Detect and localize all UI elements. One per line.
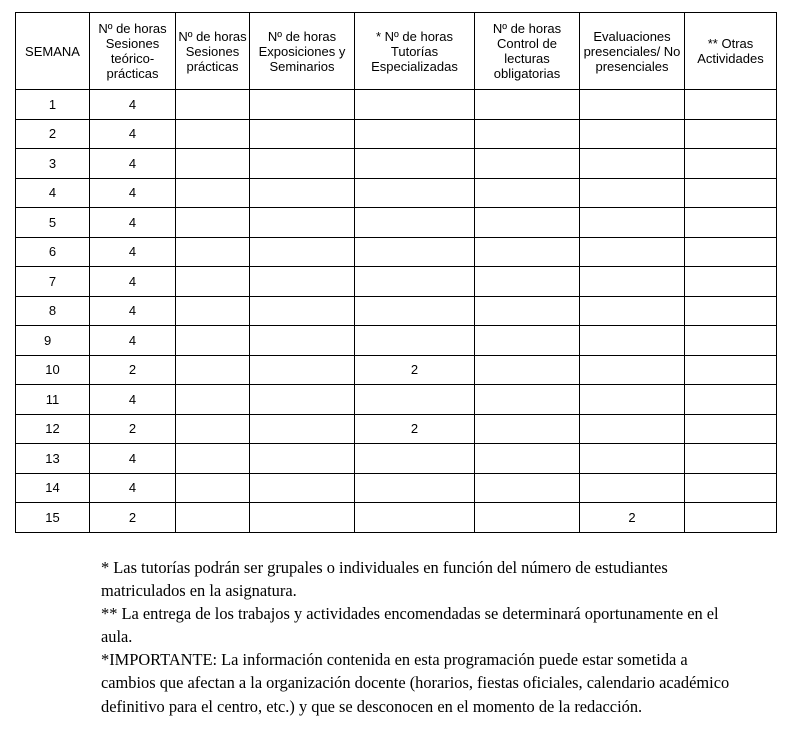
evaluation-cell	[580, 414, 685, 444]
reading-control-cell	[475, 414, 580, 444]
practice-cell	[176, 208, 250, 238]
evaluation-cell	[580, 473, 685, 503]
footnote-important: *IMPORTANTE: La información contenida en esta programación puede estar sometida a cambios que afectan a la organización docente (horarios, fiestas oficiales, calendario académico definitivo para el centro, etc.) y que se desconocen en el momento de la redacción.	[101, 650, 730, 716]
practice-cell	[176, 178, 250, 208]
week-cell: 10	[16, 355, 90, 385]
tutoring-cell	[355, 90, 475, 120]
header-week: SEMANA	[16, 13, 90, 90]
table-row	[16, 237, 777, 267]
seminar-cell	[250, 444, 355, 474]
week-cell: 4	[16, 178, 90, 208]
week-cell: 14	[16, 473, 90, 503]
tutoring-cell	[355, 208, 475, 238]
week-cell: 2	[16, 119, 90, 149]
header-tutoring-hours: * Nº de horas Tutorías Especializadas	[355, 13, 475, 90]
seminar-cell	[250, 119, 355, 149]
evaluation-cell	[580, 355, 685, 385]
other-cell	[685, 414, 777, 444]
table-row	[16, 503, 777, 533]
evaluation-cell	[580, 444, 685, 474]
seminar-cell	[250, 385, 355, 415]
header-other-activities: ** Otras Actividades	[685, 13, 777, 90]
reading-control-cell	[475, 355, 580, 385]
theory-practice-cell: 2	[90, 355, 176, 385]
reading-control-cell	[475, 296, 580, 326]
evaluation-cell	[580, 237, 685, 267]
practice-cell	[176, 355, 250, 385]
theory-practice-cell: 4	[90, 267, 176, 297]
evaluation-cell	[580, 267, 685, 297]
seminar-cell	[250, 208, 355, 238]
other-cell	[685, 208, 777, 238]
practice-cell	[176, 414, 250, 444]
theory-practice-cell: 4	[90, 296, 176, 326]
other-cell	[685, 326, 777, 356]
footnote-assignments: ** La entrega de los trabajos y actividades encomendadas se determinará oportunamente en el aula.	[101, 604, 719, 647]
theory-practice-cell: 4	[90, 326, 176, 356]
practice-cell	[176, 473, 250, 503]
tutoring-cell	[355, 149, 475, 179]
other-cell	[685, 296, 777, 326]
header-row	[16, 13, 777, 90]
week-cell: 15	[16, 503, 90, 533]
week-cell: 5	[16, 208, 90, 238]
table-row	[16, 473, 777, 503]
seminar-cell	[250, 414, 355, 444]
tutoring-cell	[355, 119, 475, 149]
week-cell: 6	[16, 237, 90, 267]
evaluation-cell	[580, 296, 685, 326]
reading-control-cell	[475, 90, 580, 120]
tutoring-cell	[355, 503, 475, 533]
evaluation-cell	[580, 149, 685, 179]
tutoring-cell	[355, 473, 475, 503]
theory-practice-cell: 4	[90, 178, 176, 208]
table-row	[16, 355, 777, 385]
seminar-cell	[250, 267, 355, 297]
other-cell	[685, 385, 777, 415]
practice-cell	[176, 267, 250, 297]
theory-practice-cell: 4	[90, 444, 176, 474]
practice-cell	[176, 503, 250, 533]
seminar-cell	[250, 149, 355, 179]
other-cell	[685, 473, 777, 503]
reading-control-cell	[475, 237, 580, 267]
tutoring-cell	[355, 178, 475, 208]
evaluation-cell	[580, 385, 685, 415]
practice-cell	[176, 385, 250, 415]
evaluation-cell	[580, 178, 685, 208]
table-row	[16, 178, 777, 208]
theory-practice-cell: 4	[90, 237, 176, 267]
practice-cell	[176, 444, 250, 474]
other-cell	[685, 355, 777, 385]
seminar-cell	[250, 326, 355, 356]
other-cell	[685, 178, 777, 208]
seminar-cell	[250, 296, 355, 326]
header-practice-hours: Nº de horas Sesiones prácticas	[176, 13, 250, 90]
table-row	[16, 385, 777, 415]
reading-control-cell	[475, 178, 580, 208]
theory-practice-cell: 4	[90, 385, 176, 415]
tutoring-cell	[355, 296, 475, 326]
practice-cell	[176, 90, 250, 120]
footnotes	[101, 556, 741, 718]
seminar-cell	[250, 237, 355, 267]
table-row	[16, 267, 777, 297]
week-cell: 3	[16, 149, 90, 179]
week-cell: 11	[16, 385, 90, 415]
reading-control-cell	[475, 503, 580, 533]
other-cell	[685, 444, 777, 474]
tutoring-cell	[355, 267, 475, 297]
table-row	[16, 326, 777, 356]
evaluation-cell	[580, 208, 685, 238]
week-cell: 8	[16, 296, 90, 326]
other-cell	[685, 119, 777, 149]
header-reading-control-hours: Nº de horas Control de lecturas obligatorias	[475, 13, 580, 90]
table-row	[16, 444, 777, 474]
header-seminar-hours: Nº de horas Exposiciones y Seminarios	[250, 13, 355, 90]
tutoring-cell	[355, 444, 475, 474]
reading-control-cell	[475, 119, 580, 149]
reading-control-cell	[475, 326, 580, 356]
seminar-cell	[250, 503, 355, 533]
practice-cell	[176, 237, 250, 267]
reading-control-cell	[475, 385, 580, 415]
evaluation-cell: 2	[580, 503, 685, 533]
table-row	[16, 414, 777, 444]
schedule-body	[16, 90, 777, 533]
tutoring-cell: 2	[355, 355, 475, 385]
week-cell: 1	[16, 90, 90, 120]
schedule-table	[15, 12, 777, 533]
theory-practice-cell: 2	[90, 414, 176, 444]
week-cell: 13	[16, 444, 90, 474]
seminar-cell	[250, 90, 355, 120]
theory-practice-cell: 4	[90, 208, 176, 238]
practice-cell	[176, 296, 250, 326]
reading-control-cell	[475, 473, 580, 503]
tutoring-cell: 2	[355, 414, 475, 444]
table-row	[16, 90, 777, 120]
other-cell	[685, 90, 777, 120]
week-cell: 12	[16, 414, 90, 444]
table-row	[16, 149, 777, 179]
reading-control-cell	[475, 149, 580, 179]
theory-practice-cell: 4	[90, 149, 176, 179]
theory-practice-cell: 4	[90, 473, 176, 503]
practice-cell	[176, 119, 250, 149]
theory-practice-cell: 4	[90, 119, 176, 149]
header-theory-practice-hours: Nº de horas Sesiones teórico-prácticas	[90, 13, 176, 90]
other-cell	[685, 149, 777, 179]
seminar-cell	[250, 355, 355, 385]
seminar-cell	[250, 178, 355, 208]
tutoring-cell	[355, 237, 475, 267]
evaluation-cell	[580, 326, 685, 356]
practice-cell	[176, 326, 250, 356]
tutoring-cell	[355, 385, 475, 415]
other-cell	[685, 237, 777, 267]
other-cell	[685, 503, 777, 533]
evaluation-cell	[580, 90, 685, 120]
reading-control-cell	[475, 444, 580, 474]
week-cell: 9	[16, 326, 90, 356]
theory-practice-cell: 2	[90, 503, 176, 533]
table-row	[16, 208, 777, 238]
tutoring-cell	[355, 326, 475, 356]
seminar-cell	[250, 473, 355, 503]
week-cell: 7	[16, 267, 90, 297]
reading-control-cell	[475, 267, 580, 297]
other-cell	[685, 267, 777, 297]
table-row	[16, 296, 777, 326]
theory-practice-cell: 4	[90, 90, 176, 120]
header-evaluations: Evaluaciones presenciales/ No presenciales	[580, 13, 685, 90]
footnote-tutoring: * Las tutorías podrán ser grupales o individuales en función del número de estudiantes matriculados en la asignatura.	[101, 558, 668, 601]
practice-cell	[176, 149, 250, 179]
evaluation-cell	[580, 119, 685, 149]
reading-control-cell	[475, 208, 580, 238]
table-row	[16, 119, 777, 149]
